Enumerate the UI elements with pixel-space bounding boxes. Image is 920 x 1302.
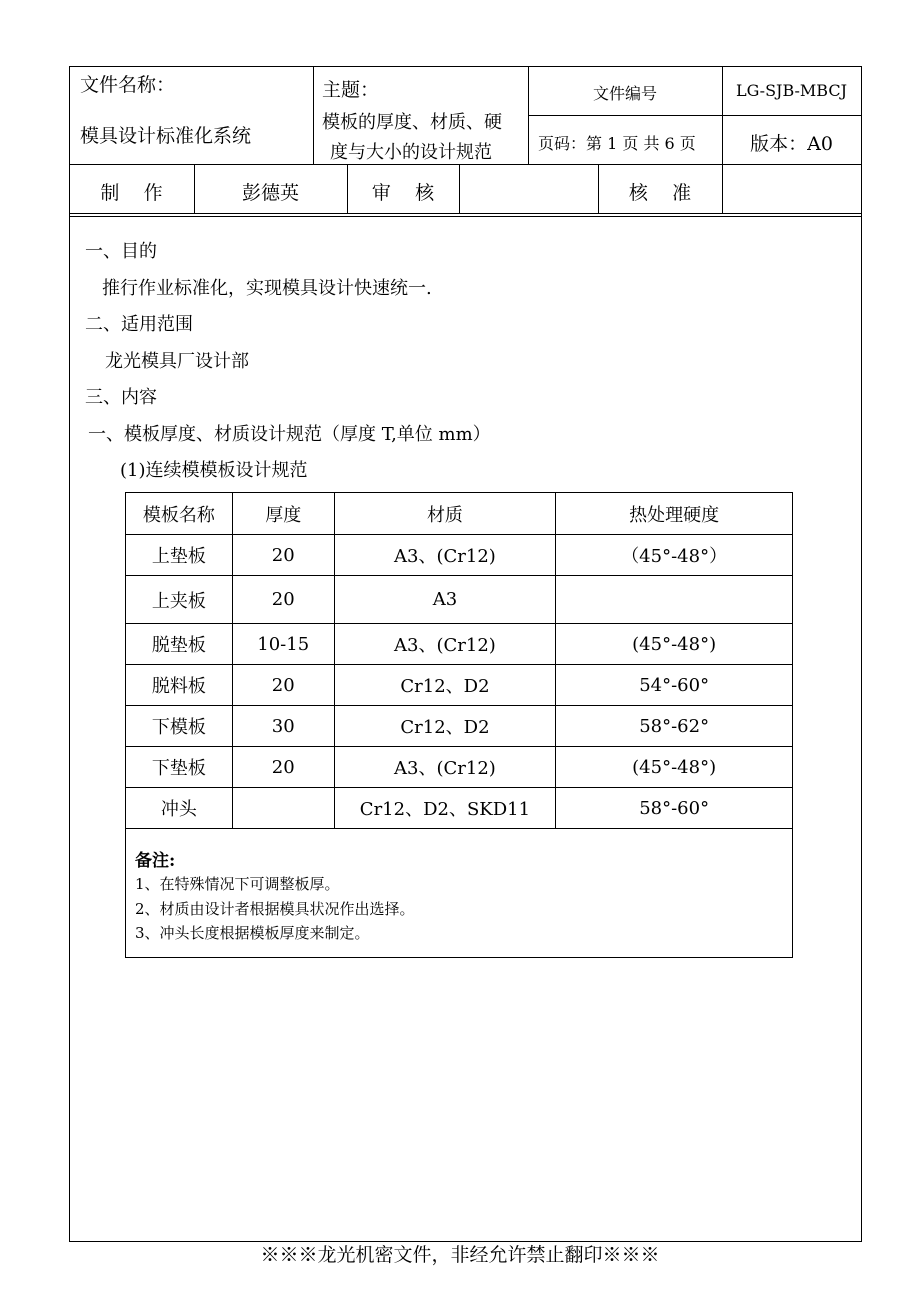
- file-name: 模具设计标准化系统: [80, 125, 252, 147]
- cell-plate-name: 冲头: [126, 788, 233, 829]
- cell-plate-name: 上垫板: [126, 535, 233, 576]
- notes-title: 备注:: [135, 851, 176, 871]
- subject-line2: 度与大小的设计规范: [330, 142, 492, 163]
- doc-no: LG-SJB-MBCJ: [735, 81, 848, 100]
- frame-top: [69, 66, 862, 67]
- cell-plate-name: 脱料板: [126, 665, 233, 706]
- subject-label: 主题：: [322, 79, 380, 101]
- approve-label: 核 准: [628, 182, 692, 204]
- header-divider-row1: [69, 164, 862, 165]
- section-2-title: 二、适用范围: [85, 314, 193, 335]
- cell-material: A3、(Cr12): [334, 624, 556, 665]
- cell-hardness: （45°-48°）: [556, 535, 793, 576]
- header-material: 材质: [334, 493, 556, 535]
- made-by: 彭德英: [241, 182, 299, 204]
- cell-thickness: 10-15: [232, 624, 334, 665]
- header-vline-6: [459, 164, 460, 214]
- table-header-row: [126, 493, 793, 535]
- page-info: 页码：第 1 页 共 6 页: [538, 134, 696, 153]
- header-vline-1: [313, 66, 314, 164]
- cell-material: A3、(Cr12): [334, 747, 556, 788]
- subsection-1-1-title: (1)连续模模板设计规范: [120, 460, 308, 481]
- plate-spec-table: [125, 492, 793, 829]
- cell-material: Cr12、D2、SKD11: [334, 788, 556, 829]
- cell-hardness: 58°-60°: [556, 788, 793, 829]
- table-row: [126, 788, 793, 829]
- header-divider-row2: [69, 213, 862, 214]
- cell-material: A3: [334, 576, 556, 624]
- subsection-1-title: 一、模板厚度、材质设计规范（厚度 T,单位 mm）: [88, 424, 491, 445]
- cell-thickness: 20: [232, 576, 334, 624]
- file-name-label: 文件名称：: [80, 74, 176, 96]
- cell-plate-name: 上夹板: [126, 576, 233, 624]
- header-plate-name: 模板名称: [126, 493, 233, 535]
- cell-thickness: 20: [232, 665, 334, 706]
- table-row: [126, 706, 793, 747]
- frame-right: [861, 66, 862, 1242]
- table-row: [126, 535, 793, 576]
- cell-thickness: 30: [232, 706, 334, 747]
- cell-thickness: [232, 788, 334, 829]
- note-item: 2、材质由设计者根据模具状况作出选择。: [135, 900, 415, 918]
- cell-plate-name: 下模板: [126, 706, 233, 747]
- header-thickness: 厚度: [232, 493, 334, 535]
- frame-left: [69, 66, 70, 1242]
- table-row: [126, 576, 793, 624]
- table-row: [126, 747, 793, 788]
- cell-material: A3、(Cr12): [334, 535, 556, 576]
- version: 版本：A0: [750, 133, 833, 155]
- header-hardness: 热处理硬度: [556, 493, 793, 535]
- cell-material: Cr12、D2: [334, 706, 556, 747]
- confidential-footer: ※※※龙光机密文件，非经允许禁止翻印※※※: [260, 1244, 660, 1266]
- table-row: [126, 665, 793, 706]
- cell-hardness: [556, 576, 793, 624]
- section-2-text: 龙光模具厂设计部: [105, 351, 249, 372]
- cell-plate-name: 下垫板: [126, 747, 233, 788]
- table-row: [126, 624, 793, 665]
- cell-thickness: 20: [232, 535, 334, 576]
- cell-plate-name: 脱垫板: [126, 624, 233, 665]
- section-1-text: 推行作业标准化，实现模具设计快速统一.: [102, 278, 432, 299]
- header-divider-row2b: [69, 216, 862, 217]
- cell-material: Cr12、D2: [334, 665, 556, 706]
- section-1-title: 一、目的: [85, 241, 157, 262]
- section-3-title: 三、内容: [85, 387, 157, 408]
- note-item: 3、冲头长度根据模板厚度来制定。: [135, 924, 370, 942]
- note-item: 1、在特殊情况下可调整板厚。: [135, 875, 340, 893]
- review-label: 审 核: [371, 182, 435, 204]
- notes-box: [125, 828, 793, 958]
- cell-hardness: 54°-60°: [556, 665, 793, 706]
- cell-thickness: 20: [232, 747, 334, 788]
- subject-line1: 模板的厚度、材质、硬: [322, 112, 502, 133]
- doc-no-label: 文件编号: [592, 84, 657, 103]
- cell-hardness: (45°-48°): [556, 747, 793, 788]
- header-divider-mid: [528, 115, 862, 116]
- cell-hardness: 58°-62°: [556, 706, 793, 747]
- made-by-label: 制 作: [100, 182, 163, 204]
- cell-hardness: (45°-48°): [556, 624, 793, 665]
- header-vline-8: [722, 164, 723, 214]
